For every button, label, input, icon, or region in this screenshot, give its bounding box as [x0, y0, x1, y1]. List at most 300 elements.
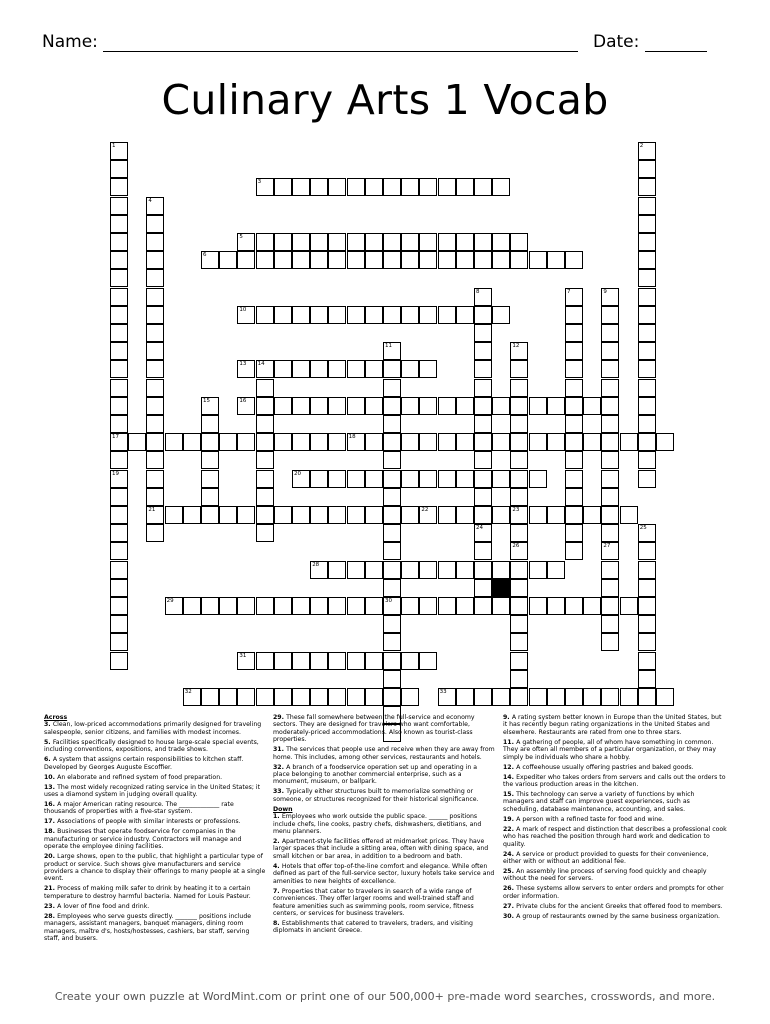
- crossword-cell[interactable]: [419, 397, 437, 415]
- crossword-cell[interactable]: [474, 306, 492, 324]
- crossword-cell[interactable]: [347, 561, 365, 579]
- crossword-cell[interactable]: [638, 633, 656, 651]
- crossword-cell[interactable]: [620, 433, 638, 451]
- crossword-cell[interactable]: [492, 397, 510, 415]
- crossword-cell[interactable]: [292, 506, 310, 524]
- crossword-cell[interactable]: [237, 652, 255, 670]
- crossword-cell[interactable]: [419, 233, 437, 251]
- crossword-cell[interactable]: [146, 233, 164, 251]
- crossword-cell[interactable]: [565, 688, 583, 706]
- crossword-cell[interactable]: [328, 561, 346, 579]
- crossword-cell[interactable]: [529, 251, 547, 269]
- crossword-cell[interactable]: [110, 506, 128, 524]
- crossword-cell[interactable]: [401, 433, 419, 451]
- crossword-cell[interactable]: [383, 506, 401, 524]
- crossword-cell[interactable]: [492, 688, 510, 706]
- crossword-cell[interactable]: [328, 433, 346, 451]
- crossword-cell[interactable]: [365, 688, 383, 706]
- crossword-cell[interactable]: [638, 397, 656, 415]
- crossword-cell[interactable]: [237, 506, 255, 524]
- crossword-cell[interactable]: [365, 306, 383, 324]
- crossword-cell[interactable]: [565, 542, 583, 560]
- crossword-cell[interactable]: [601, 360, 619, 378]
- crossword-cell[interactable]: [456, 178, 474, 196]
- crossword-cell[interactable]: [438, 688, 456, 706]
- crossword-cell[interactable]: [438, 178, 456, 196]
- crossword-cell[interactable]: [183, 597, 201, 615]
- crossword-cell[interactable]: [474, 415, 492, 433]
- crossword-cell[interactable]: [383, 688, 401, 706]
- crossword-cell[interactable]: [583, 688, 601, 706]
- crossword-cell[interactable]: [620, 688, 638, 706]
- crossword-cell[interactable]: [274, 506, 292, 524]
- crossword-cell[interactable]: [219, 688, 237, 706]
- crossword-cell[interactable]: [492, 306, 510, 324]
- crossword-cell[interactable]: [292, 597, 310, 615]
- crossword-cell[interactable]: [401, 597, 419, 615]
- crossword-cell[interactable]: [638, 433, 656, 451]
- crossword-cell[interactable]: [110, 561, 128, 579]
- crossword-cell[interactable]: [510, 652, 528, 670]
- crossword-cell[interactable]: [310, 433, 328, 451]
- crossword-cell[interactable]: [256, 233, 274, 251]
- crossword-cell[interactable]: [383, 360, 401, 378]
- crossword-cell[interactable]: [474, 451, 492, 469]
- crossword-cell[interactable]: [456, 470, 474, 488]
- crossword-cell[interactable]: [510, 488, 528, 506]
- crossword-cell[interactable]: [347, 360, 365, 378]
- crossword-cell[interactable]: [110, 197, 128, 215]
- crossword-cell[interactable]: [474, 251, 492, 269]
- crossword-cell[interactable]: [256, 524, 274, 542]
- crossword-cell[interactable]: [474, 397, 492, 415]
- crossword-cell[interactable]: [565, 324, 583, 342]
- crossword-cell[interactable]: [510, 342, 528, 360]
- crossword-cell[interactable]: [347, 470, 365, 488]
- crossword-cell[interactable]: [510, 561, 528, 579]
- crossword-cell[interactable]: [274, 688, 292, 706]
- crossword-cell[interactable]: [274, 251, 292, 269]
- crossword-cell[interactable]: [492, 597, 510, 615]
- crossword-cell[interactable]: [529, 561, 547, 579]
- crossword-cell[interactable]: [510, 542, 528, 560]
- crossword-cell[interactable]: [474, 342, 492, 360]
- crossword-cell[interactable]: [383, 579, 401, 597]
- crossword-cell[interactable]: [201, 506, 219, 524]
- crossword-cell[interactable]: [456, 433, 474, 451]
- crossword-cell[interactable]: [419, 597, 437, 615]
- crossword-cell[interactable]: [474, 178, 492, 196]
- crossword-cell[interactable]: [365, 233, 383, 251]
- crossword-cell[interactable]: [638, 306, 656, 324]
- crossword-cell[interactable]: [256, 379, 274, 397]
- crossword-cell[interactable]: [110, 615, 128, 633]
- crossword-cell[interactable]: [474, 233, 492, 251]
- crossword-cell[interactable]: [510, 633, 528, 651]
- crossword-cell[interactable]: [638, 652, 656, 670]
- crossword-cell[interactable]: [110, 397, 128, 415]
- crossword-cell[interactable]: [474, 324, 492, 342]
- crossword-cell[interactable]: [419, 306, 437, 324]
- crossword-cell[interactable]: [383, 306, 401, 324]
- crossword-cell[interactable]: [456, 597, 474, 615]
- crossword-cell[interactable]: [274, 597, 292, 615]
- crossword-cell[interactable]: [365, 470, 383, 488]
- crossword-cell[interactable]: [601, 688, 619, 706]
- crossword-cell[interactable]: [237, 397, 255, 415]
- crossword-cell[interactable]: [383, 178, 401, 196]
- crossword-cell[interactable]: [274, 178, 292, 196]
- crossword-cell[interactable]: [401, 470, 419, 488]
- crossword-cell[interactable]: [565, 451, 583, 469]
- crossword-cell[interactable]: [601, 397, 619, 415]
- crossword-cell[interactable]: [492, 233, 510, 251]
- crossword-cell[interactable]: [201, 470, 219, 488]
- crossword-cell[interactable]: [237, 433, 255, 451]
- crossword-cell[interactable]: [274, 233, 292, 251]
- crossword-cell[interactable]: [292, 233, 310, 251]
- crossword-cell[interactable]: [383, 451, 401, 469]
- crossword-cell[interactable]: [492, 178, 510, 196]
- crossword-cell[interactable]: [237, 306, 255, 324]
- crossword-cell[interactable]: [110, 470, 128, 488]
- crossword-cell[interactable]: [456, 561, 474, 579]
- crossword-cell[interactable]: [438, 433, 456, 451]
- crossword-cell[interactable]: [510, 579, 528, 597]
- crossword-cell[interactable]: [201, 251, 219, 269]
- crossword-cell[interactable]: [383, 415, 401, 433]
- crossword-cell[interactable]: [310, 688, 328, 706]
- crossword-cell[interactable]: [110, 488, 128, 506]
- crossword-cell[interactable]: [201, 397, 219, 415]
- crossword-cell[interactable]: [456, 688, 474, 706]
- crossword-cell[interactable]: [510, 233, 528, 251]
- crossword-cell[interactable]: [256, 597, 274, 615]
- crossword-cell[interactable]: [492, 561, 510, 579]
- crossword-cell[interactable]: [583, 597, 601, 615]
- crossword-cell[interactable]: [583, 433, 601, 451]
- crossword-cell[interactable]: [583, 397, 601, 415]
- crossword-cell[interactable]: [601, 433, 619, 451]
- crossword-cell[interactable]: [547, 433, 565, 451]
- crossword-cell[interactable]: [328, 688, 346, 706]
- crossword-cell[interactable]: [510, 688, 528, 706]
- crossword-cell[interactable]: [638, 342, 656, 360]
- crossword-cell[interactable]: [274, 397, 292, 415]
- crossword-cell[interactable]: [274, 433, 292, 451]
- crossword-cell[interactable]: [401, 561, 419, 579]
- crossword-cell[interactable]: [146, 306, 164, 324]
- crossword-cell[interactable]: [474, 542, 492, 560]
- crossword-cell[interactable]: [438, 506, 456, 524]
- crossword-cell[interactable]: [401, 360, 419, 378]
- crossword-cell[interactable]: [401, 251, 419, 269]
- crossword-cell[interactable]: [365, 251, 383, 269]
- crossword-cell[interactable]: [474, 597, 492, 615]
- crossword-cell[interactable]: [565, 597, 583, 615]
- crossword-cell[interactable]: [638, 688, 656, 706]
- crossword-cell[interactable]: [565, 251, 583, 269]
- crossword-cell[interactable]: [219, 433, 237, 451]
- crossword-cell[interactable]: [274, 360, 292, 378]
- crossword-cell[interactable]: [256, 306, 274, 324]
- crossword-cell[interactable]: [638, 597, 656, 615]
- crossword-cell[interactable]: [201, 433, 219, 451]
- crossword-cell[interactable]: [529, 433, 547, 451]
- crossword-cell[interactable]: [110, 451, 128, 469]
- crossword-cell[interactable]: [474, 470, 492, 488]
- crossword-cell[interactable]: [601, 324, 619, 342]
- crossword-cell[interactable]: [601, 470, 619, 488]
- crossword-cell[interactable]: [328, 470, 346, 488]
- crossword-cell[interactable]: [638, 324, 656, 342]
- crossword-cell[interactable]: [638, 269, 656, 287]
- crossword-cell[interactable]: [419, 652, 437, 670]
- crossword-cell[interactable]: [310, 506, 328, 524]
- crossword-cell[interactable]: [474, 579, 492, 597]
- crossword-cell[interactable]: [110, 379, 128, 397]
- crossword-cell[interactable]: [310, 306, 328, 324]
- crossword-cell[interactable]: [110, 251, 128, 269]
- crossword-cell[interactable]: [146, 379, 164, 397]
- crossword-cell[interactable]: [310, 397, 328, 415]
- crossword-cell[interactable]: [601, 615, 619, 633]
- crossword-cell[interactable]: [201, 415, 219, 433]
- crossword-cell[interactable]: [601, 288, 619, 306]
- crossword-cell[interactable]: [219, 506, 237, 524]
- crossword-cell[interactable]: [419, 178, 437, 196]
- crossword-cell[interactable]: [347, 506, 365, 524]
- crossword-cell[interactable]: [638, 415, 656, 433]
- crossword-cell[interactable]: [565, 288, 583, 306]
- crossword-cell[interactable]: [401, 233, 419, 251]
- crossword-cell[interactable]: [638, 233, 656, 251]
- crossword-cell[interactable]: [146, 397, 164, 415]
- crossword-cell[interactable]: [601, 633, 619, 651]
- crossword-cell[interactable]: [401, 506, 419, 524]
- crossword-cell[interactable]: [601, 306, 619, 324]
- crossword-cell[interactable]: [547, 397, 565, 415]
- crossword-cell[interactable]: [328, 597, 346, 615]
- crossword-cell[interactable]: [365, 178, 383, 196]
- crossword-cell[interactable]: [183, 506, 201, 524]
- crossword-cell[interactable]: [110, 233, 128, 251]
- crossword-cell[interactable]: [310, 178, 328, 196]
- crossword-cell[interactable]: [638, 379, 656, 397]
- crossword-cell[interactable]: [219, 251, 237, 269]
- crossword-cell[interactable]: [237, 233, 255, 251]
- crossword-cell[interactable]: [383, 633, 401, 651]
- crossword-cell[interactable]: [383, 233, 401, 251]
- crossword-cell[interactable]: [365, 397, 383, 415]
- crossword-cell[interactable]: [401, 178, 419, 196]
- crossword-cell[interactable]: [146, 415, 164, 433]
- crossword-cell[interactable]: [547, 597, 565, 615]
- crossword-cell[interactable]: [365, 652, 383, 670]
- crossword-cell[interactable]: [492, 251, 510, 269]
- crossword-cell[interactable]: [383, 470, 401, 488]
- crossword-cell[interactable]: [347, 688, 365, 706]
- crossword-cell[interactable]: [638, 251, 656, 269]
- crossword-cell[interactable]: [638, 524, 656, 542]
- crossword-cell[interactable]: [601, 597, 619, 615]
- crossword-cell[interactable]: [328, 306, 346, 324]
- crossword-cell[interactable]: [292, 306, 310, 324]
- crossword-cell[interactable]: [274, 652, 292, 670]
- crossword-cell[interactable]: [383, 379, 401, 397]
- crossword-cell[interactable]: [638, 360, 656, 378]
- crossword-cell[interactable]: [492, 433, 510, 451]
- crossword-cell[interactable]: [256, 451, 274, 469]
- crossword-cell[interactable]: [510, 415, 528, 433]
- crossword-cell[interactable]: [274, 306, 292, 324]
- crossword-cell[interactable]: [201, 451, 219, 469]
- crossword-cell[interactable]: [256, 688, 274, 706]
- crossword-cell[interactable]: [547, 688, 565, 706]
- crossword-cell[interactable]: [601, 542, 619, 560]
- crossword-cell[interactable]: [474, 506, 492, 524]
- crossword-cell[interactable]: [510, 615, 528, 633]
- crossword-cell[interactable]: [256, 178, 274, 196]
- crossword-cell[interactable]: [638, 542, 656, 560]
- crossword-cell[interactable]: [310, 251, 328, 269]
- crossword-cell[interactable]: [438, 251, 456, 269]
- crossword-cell[interactable]: [146, 451, 164, 469]
- crossword-cell[interactable]: [383, 652, 401, 670]
- crossword-cell[interactable]: [328, 251, 346, 269]
- crossword-cell[interactable]: [383, 433, 401, 451]
- crossword-cell[interactable]: [510, 597, 528, 615]
- crossword-cell[interactable]: [365, 561, 383, 579]
- crossword-cell[interactable]: [638, 451, 656, 469]
- crossword-cell[interactable]: [146, 488, 164, 506]
- crossword-cell[interactable]: [529, 688, 547, 706]
- crossword-cell[interactable]: [110, 269, 128, 287]
- crossword-cell[interactable]: [237, 597, 255, 615]
- crossword-cell[interactable]: [146, 288, 164, 306]
- crossword-cell[interactable]: [656, 433, 674, 451]
- crossword-cell[interactable]: [146, 524, 164, 542]
- crossword-cell[interactable]: [383, 615, 401, 633]
- crossword-cell[interactable]: [328, 178, 346, 196]
- crossword-cell[interactable]: [292, 470, 310, 488]
- crossword-cell[interactable]: [110, 433, 128, 451]
- crossword-cell[interactable]: [146, 324, 164, 342]
- crossword-cell[interactable]: [256, 652, 274, 670]
- crossword-cell[interactable]: [474, 360, 492, 378]
- crossword-cell[interactable]: [438, 597, 456, 615]
- crossword-cell[interactable]: [383, 670, 401, 688]
- crossword-cell[interactable]: [146, 470, 164, 488]
- crossword-cell[interactable]: [601, 579, 619, 597]
- crossword-cell[interactable]: [328, 233, 346, 251]
- crossword-cell[interactable]: [347, 397, 365, 415]
- crossword-cell[interactable]: [529, 397, 547, 415]
- crossword-cell[interactable]: [110, 542, 128, 560]
- crossword-cell[interactable]: [601, 561, 619, 579]
- crossword-cell[interactable]: [601, 524, 619, 542]
- crossword-cell[interactable]: [656, 688, 674, 706]
- crossword-cell[interactable]: [110, 178, 128, 196]
- crossword-cell[interactable]: [638, 670, 656, 688]
- crossword-cell[interactable]: [146, 251, 164, 269]
- crossword-cell[interactable]: [510, 251, 528, 269]
- crossword-cell[interactable]: [383, 488, 401, 506]
- crossword-cell[interactable]: [529, 506, 547, 524]
- crossword-cell[interactable]: [419, 433, 437, 451]
- crossword-cell[interactable]: [638, 615, 656, 633]
- crossword-cell[interactable]: [165, 506, 183, 524]
- crossword-cell[interactable]: [565, 488, 583, 506]
- crossword-cell[interactable]: [256, 433, 274, 451]
- crossword-cell[interactable]: [347, 178, 365, 196]
- crossword-cell[interactable]: [438, 470, 456, 488]
- crossword-cell[interactable]: [292, 652, 310, 670]
- crossword-cell[interactable]: [638, 197, 656, 215]
- crossword-cell[interactable]: [419, 506, 437, 524]
- crossword-cell[interactable]: [237, 360, 255, 378]
- crossword-cell[interactable]: [565, 524, 583, 542]
- crossword-cell[interactable]: [401, 652, 419, 670]
- crossword-cell[interactable]: [383, 597, 401, 615]
- crossword-cell[interactable]: [383, 397, 401, 415]
- crossword-cell[interactable]: [328, 360, 346, 378]
- crossword-cell[interactable]: [310, 470, 328, 488]
- crossword-cell[interactable]: [620, 506, 638, 524]
- crossword-cell[interactable]: [146, 269, 164, 287]
- crossword-cell[interactable]: [438, 306, 456, 324]
- crossword-cell[interactable]: [529, 597, 547, 615]
- crossword-cell[interactable]: [165, 433, 183, 451]
- crossword-cell[interactable]: [347, 251, 365, 269]
- crossword-cell[interactable]: [510, 506, 528, 524]
- crossword-cell[interactable]: [365, 597, 383, 615]
- crossword-cell[interactable]: [456, 506, 474, 524]
- crossword-cell[interactable]: [256, 397, 274, 415]
- crossword-cell[interactable]: [401, 397, 419, 415]
- crossword-cell[interactable]: [638, 142, 656, 160]
- crossword-cell[interactable]: [201, 688, 219, 706]
- crossword-cell[interactable]: [565, 379, 583, 397]
- crossword-cell[interactable]: [292, 360, 310, 378]
- crossword-cell[interactable]: [401, 306, 419, 324]
- crossword-cell[interactable]: [310, 652, 328, 670]
- crossword-cell[interactable]: [565, 360, 583, 378]
- crossword-cell[interactable]: [401, 688, 419, 706]
- crossword-cell[interactable]: [347, 233, 365, 251]
- crossword-cell[interactable]: [419, 470, 437, 488]
- crossword-cell[interactable]: [456, 306, 474, 324]
- crossword-cell[interactable]: [328, 397, 346, 415]
- crossword-cell[interactable]: [474, 524, 492, 542]
- crossword-cell[interactable]: [328, 506, 346, 524]
- crossword-cell[interactable]: [183, 688, 201, 706]
- crossword-cell[interactable]: [510, 451, 528, 469]
- crossword-cell[interactable]: [347, 652, 365, 670]
- crossword-cell[interactable]: [601, 415, 619, 433]
- crossword-cell[interactable]: [110, 579, 128, 597]
- crossword-cell[interactable]: [474, 379, 492, 397]
- crossword-cell[interactable]: [547, 561, 565, 579]
- crossword-cell[interactable]: [110, 524, 128, 542]
- crossword-cell[interactable]: [547, 506, 565, 524]
- crossword-cell[interactable]: [474, 688, 492, 706]
- crossword-cell[interactable]: [638, 561, 656, 579]
- crossword-cell[interactable]: [620, 597, 638, 615]
- crossword-cell[interactable]: [347, 597, 365, 615]
- crossword-cell[interactable]: [256, 506, 274, 524]
- crossword-cell[interactable]: [310, 561, 328, 579]
